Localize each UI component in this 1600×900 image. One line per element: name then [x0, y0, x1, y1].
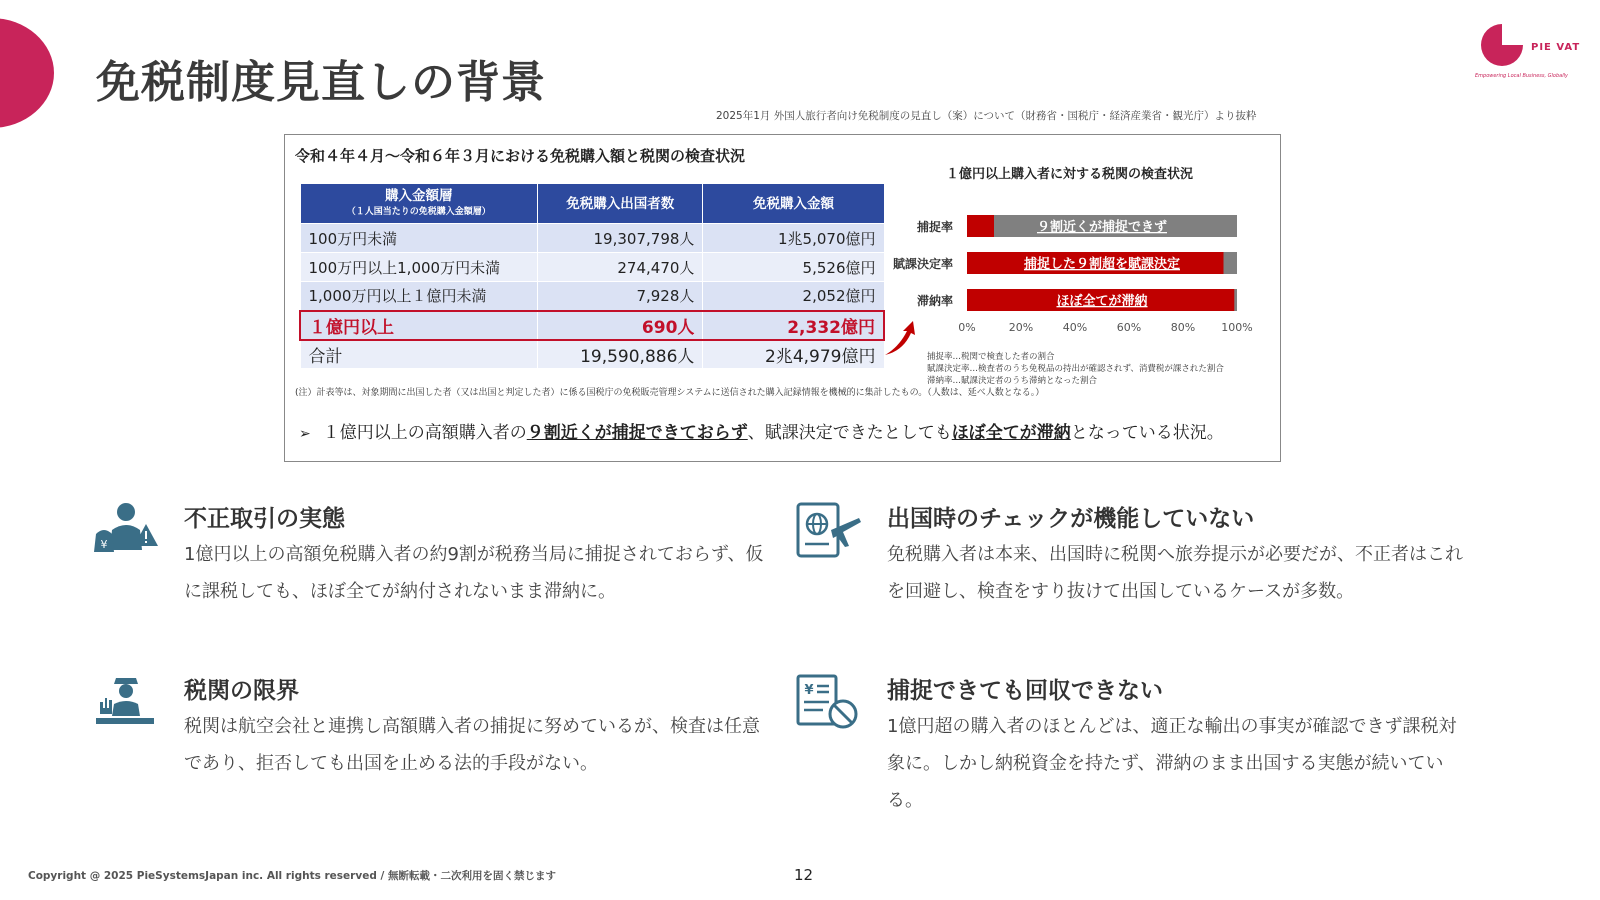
legend-note: 捕捉率…税関で検査した者の割合	[927, 352, 1055, 362]
page-title: 免税制度見直しの背景	[96, 57, 546, 108]
card-body: 1億円以上の高額免税購入者の約9割が税務当局に捕捉されておらず、仮に課税しても、ほぼ全てが納付されないまま滞納に。	[184, 544, 764, 602]
cell-tier: 100万円未満	[300, 224, 538, 253]
x-tick-label: 40%	[1062, 321, 1088, 334]
category-label: 賦課決定率	[892, 257, 953, 271]
table-header-row	[300, 184, 884, 224]
table-row	[300, 282, 884, 311]
curved-arrow-icon	[885, 321, 915, 355]
cell-amount: 5,526億円	[703, 253, 884, 282]
table-row	[300, 224, 884, 253]
cell-amount: 1兆5,070億円	[703, 224, 884, 253]
column-header-count: 免税購入出国者数	[538, 184, 703, 224]
figure-footnote: (注）計表等は、対象期間に出国した者（又は出国と判定した者）に係る国税庁の免税販売管理システムに送信された購入記録情報を機械的に集計したもの。（人数は、延べ人数となる。）	[295, 388, 1045, 398]
cell-count: 274,470人	[538, 253, 703, 282]
x-tick-label: 80%	[1170, 321, 1196, 334]
cell-amount: 2,332億円	[703, 311, 884, 340]
bar-label: ９割近くが捕捉できず	[1036, 220, 1168, 235]
bar-value	[967, 215, 994, 237]
card-body: 免税購入者は本来、出国時に税関へ旅券提示が必要だが、不正者はこれを回避し、検査をすり抜けて出国しているケースが多数。	[887, 544, 1463, 602]
card-fraud	[92, 500, 772, 630]
svg-text:¥: ¥	[100, 538, 108, 551]
arrow-bullet-icon: ➢	[299, 426, 311, 442]
table-row-highlighted	[300, 311, 884, 340]
bar-label: 捕捉した９割超を賦課決定	[1023, 257, 1181, 272]
category-label: 滞納率	[916, 294, 953, 308]
cell-count: 7,928人	[538, 282, 703, 311]
page-number: 12	[794, 866, 814, 884]
yen-document-prohibited-icon	[795, 672, 861, 732]
cell-tier: 合計	[300, 340, 538, 369]
cell-tier: 100万円以上1,000万円未満	[300, 253, 538, 282]
cell-tier: 1,000万円以上１億円未満	[300, 282, 538, 311]
cell-count: 19,590,886人	[538, 340, 703, 369]
x-tick-label: 100%	[1221, 321, 1253, 334]
x-tick-label: 60%	[1116, 321, 1142, 334]
inspection-chart	[881, 159, 1279, 389]
passport-plane-icon	[795, 500, 861, 560]
logo-tagline: Empowering Local Business, Globally	[1475, 73, 1568, 79]
legend-note: 滞納率…賦課決定者のうち滞納となった割合	[927, 376, 1098, 386]
x-tick-label: 0%	[958, 321, 976, 334]
source-note: 2025年1月 外国人旅行者向け免税制度の見直し（案）について（財務省・国税庁・経済産業省・観光庁）より抜粋	[716, 110, 1257, 122]
figure-box	[284, 134, 1281, 462]
category-label: 捕捉率	[916, 220, 953, 234]
card-body: 税関は航空会社と連携し高額購入者の捕捉に努めているが、検査は任意であり、拒否しても出国を止める法的手段がない。	[184, 716, 760, 774]
accent-circle	[0, 18, 54, 128]
card-title: 不正取引の実態	[184, 506, 345, 532]
legend-note: 賦課決定率…検査者のうち免税品の持出が確認されず、消費税が課された割合	[927, 364, 1224, 374]
card-customs-limit	[92, 672, 772, 802]
figure-title: 令和４年４月～令和６年３月における免税購入額と税関の検査状況	[295, 147, 746, 165]
cell-tier: １億円以上	[300, 311, 538, 340]
card-title: 捕捉できても回収できない	[887, 678, 1163, 704]
table-row-total	[300, 340, 884, 369]
column-header-amount: 免税購入金額	[703, 184, 884, 224]
chart-title: １億円以上購入者に対する税関の検査状況	[946, 167, 1194, 182]
logo	[1475, 18, 1593, 88]
copyright: Copyright @ 2025 PieSystemsJapan inc. All rights reserved / 無断転載・二次利用を固く禁じます	[28, 870, 556, 882]
card-title: 税関の限界	[184, 678, 299, 704]
logo-name: PIE VAT	[1531, 42, 1581, 53]
x-tick-label: 20%	[1008, 321, 1034, 334]
cell-count: 690人	[538, 311, 703, 340]
svg-text:¥: ¥	[804, 683, 814, 698]
cell-count: 19,307,798人	[538, 224, 703, 253]
purchase-table	[299, 183, 885, 369]
card-title: 出国時のチェックが機能していない	[887, 506, 1255, 532]
chart-svg	[881, 159, 1279, 389]
column-header-tier: 購入金額層 （１人国当たりの免税購入金額層）	[300, 184, 538, 224]
table-row	[300, 253, 884, 282]
figure-conclusion: ➢ １億円以上の高額購入者の９割近くが捕捉できておらず、賦課決定できたとしてもほぼ全てが滞納となっている状況。	[299, 423, 1224, 443]
pie-logo-icon	[1475, 18, 1531, 70]
cell-amount: 2兆4,979億円	[703, 340, 884, 369]
customs-officer-icon	[92, 672, 158, 732]
card-exit-check	[795, 500, 1495, 660]
card-collection	[795, 672, 1495, 832]
card-body: 1億円超の購入者のほとんどは、適正な輸出の事実が確認できず課税対象に。しかし納税資金を持たず、滞納のまま出国する実態が続いている。	[887, 716, 1457, 811]
fraud-person-money-warning-icon	[92, 500, 158, 560]
bar-label: ほぼ全てが滞納	[1056, 294, 1148, 309]
cell-amount: 2,052億円	[703, 282, 884, 311]
